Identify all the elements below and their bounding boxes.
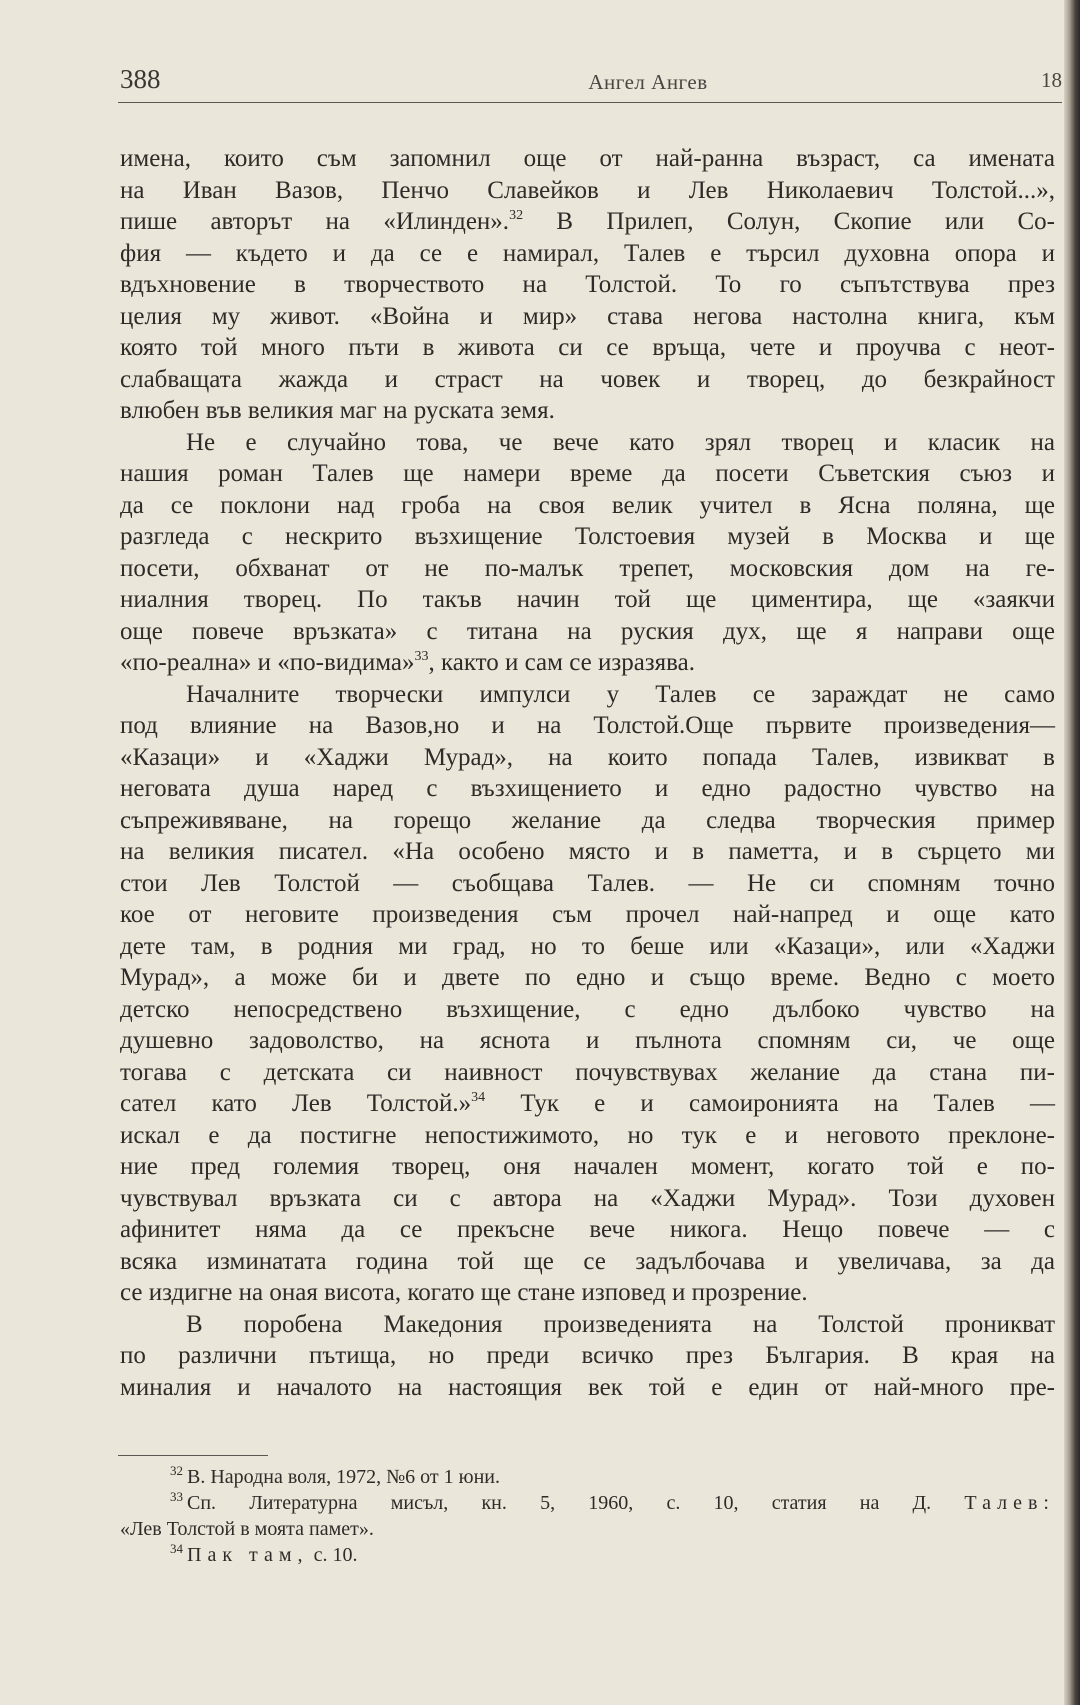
book-spine-shadow bbox=[1064, 0, 1080, 1705]
text-line: чувствувал връзката си с автора на «Хаджи Мурад». Този духовен bbox=[120, 1184, 1055, 1212]
footnote-text: «Лев Толстой в моята памет». bbox=[120, 1518, 374, 1540]
footnote-text: Сп. Литературна мисъл, кн. 5, 1960, с. 10, статия на Д. bbox=[187, 1492, 932, 1514]
text-line: по различни пътища, но преди всичко през България. В края на bbox=[120, 1342, 1055, 1369]
text-line: кое от неговите произведения съм прочел най-напред и още като bbox=[120, 901, 1055, 928]
text-line: целия му живот. «Война и мир» става негова настолна книга, към bbox=[120, 302, 1055, 330]
running-head-edge-number: 18 bbox=[1041, 68, 1062, 92]
text-line: дете там, в родния ми град, но то беше или «Казаци», или «Хаджи bbox=[120, 932, 1055, 960]
text-line: да се поклони над гроба на своя велик учител в Ясна поляна, ще bbox=[120, 491, 1055, 519]
text-line: влюбен във великия маг на руската земя. bbox=[120, 397, 555, 424]
footnote-32 bbox=[120, 1464, 1055, 1490]
footnote-reference: 33 bbox=[414, 649, 429, 664]
body-text bbox=[120, 143, 1055, 1403]
footnote-mark: 34 bbox=[170, 1541, 183, 1556]
text-line: имена, които съм запомнил още от най-ранна възраст, са имената bbox=[120, 145, 1055, 172]
text-line: ниалния творец. По такъв начин той ще циментира, ще «заякчи bbox=[120, 586, 1055, 613]
text-line: афинитет няма да се прекъсне вече никога. Нещо повече — с bbox=[120, 1216, 1055, 1243]
header-rule bbox=[118, 102, 1062, 103]
text-line: слабващата жажда и страст на човек и творец, до безкрайност bbox=[120, 365, 1055, 393]
footnote-text: В. Народна воля, 1972, №6 от 1 юни. bbox=[187, 1466, 500, 1488]
text-line: миналия и началото на настоящия век той е един от най-много пре- bbox=[120, 1373, 1055, 1401]
footnote-rule bbox=[118, 1455, 268, 1456]
text-line: разгледа с нескрито възхищение Толстоевия музей в Москва и ще bbox=[120, 523, 1055, 550]
footnote-text: с. 10. bbox=[313, 1544, 358, 1566]
text-line: посети, обхванат от не по-малък трепет, московския дом на ге- bbox=[120, 554, 1055, 582]
footnote-mark: 33 bbox=[170, 1489, 183, 1504]
text-line: «по-реална» и «по-видима»$^{33}$, както и сам се изразява. bbox=[120, 649, 696, 676]
text-line: на великия писател. «На особено място и в паметта, и в сърцето ми bbox=[120, 838, 1055, 865]
text-line: която той много пъти в живота си се връща, чете и проучва с неот- bbox=[120, 334, 1055, 361]
footnote-spaced-text: Пак там, bbox=[187, 1544, 309, 1566]
text-line: стои Лев Толстой — съобщава Талев. — Не си спомням точно bbox=[120, 869, 1055, 897]
text-line: още повече връзката» с титана на руския дух, ще я направи още bbox=[120, 617, 1055, 645]
footnote-reference: 32 bbox=[509, 208, 524, 223]
text-line: се издигне на оная висота, когато ще стане изповед и прозрение. bbox=[120, 1279, 808, 1306]
text-line: Началните творчески импулси у Талев се зараждат не само bbox=[186, 680, 1055, 708]
page-number: 388 bbox=[120, 64, 161, 94]
text-line: нашия роман Талев ще намери време да посети Съветския съюз и bbox=[120, 460, 1055, 487]
text-line: Мурад», а може би и двете по едно и също време. Ведно с моето bbox=[120, 964, 1055, 991]
text-line: душевно задоволство, на яснота и пълнота спомням си, че още bbox=[120, 1027, 1055, 1054]
footnote-mark: 32 bbox=[170, 1463, 183, 1478]
footnote-33 bbox=[120, 1490, 1055, 1516]
text-line: под влияние на Вазов,но и на Толстой.Още първите произведения— bbox=[120, 712, 1055, 739]
footnote-reference: 34 bbox=[471, 1090, 486, 1105]
text-line: фия — където и да се е намирал, Талев е търсил духовна опора и bbox=[120, 239, 1055, 267]
text-line: «Казаци» и «Хаджи Мурад», на които попада Талев, извикват в bbox=[120, 743, 1055, 771]
text-line: сател като Лев Толстой.»$^{34}$ Тук е и самоиронията на Талев — bbox=[120, 1090, 1055, 1117]
text-line: на Иван Вазов, Пенчо Славейков и Лев Николаевич Толстой...», bbox=[120, 176, 1055, 204]
footnote-34 bbox=[120, 1542, 1055, 1568]
running-head: Ангел Ангев bbox=[588, 70, 708, 94]
text-line: неговата душа наред с възхищението и едно радостно чувство на bbox=[120, 775, 1055, 802]
text-line: тогава с детската си наивност почувствувах желание да стана пи- bbox=[120, 1058, 1055, 1086]
text-line: всяка изминатата година той ще се задълбочава и увеличава, за да bbox=[120, 1247, 1055, 1275]
page-header bbox=[118, 64, 1062, 104]
text-line: искал е да постигне непостижимото, но тук е и неговото преклоне- bbox=[120, 1121, 1055, 1149]
footnote-author: Талев: bbox=[964, 1492, 1055, 1514]
text-line: Не е случайно това, че вече като зрял творец и класик на bbox=[186, 428, 1055, 456]
text-line: В поробена Македония произведенията на Толстой проникват bbox=[186, 1310, 1055, 1338]
footnote-33-continued bbox=[120, 1516, 1055, 1542]
footnotes bbox=[120, 1464, 1055, 1568]
text-line: пише авторът на «Илинден».$^{32}$ В Прилеп, Солун, Скопие или Со- bbox=[120, 208, 1055, 235]
text-line: детско непосредствено възхищение, с едно дълбоко чувство на bbox=[120, 995, 1055, 1023]
text-line: вдъхновение в творчеството на Толстой. То го съпътствува през bbox=[120, 271, 1055, 298]
text-line: съпреживяване, на горещо желание да следва творческия пример bbox=[120, 806, 1055, 834]
text-line: ние пред големия творец, оня начален момент, когато той е по- bbox=[120, 1153, 1055, 1180]
